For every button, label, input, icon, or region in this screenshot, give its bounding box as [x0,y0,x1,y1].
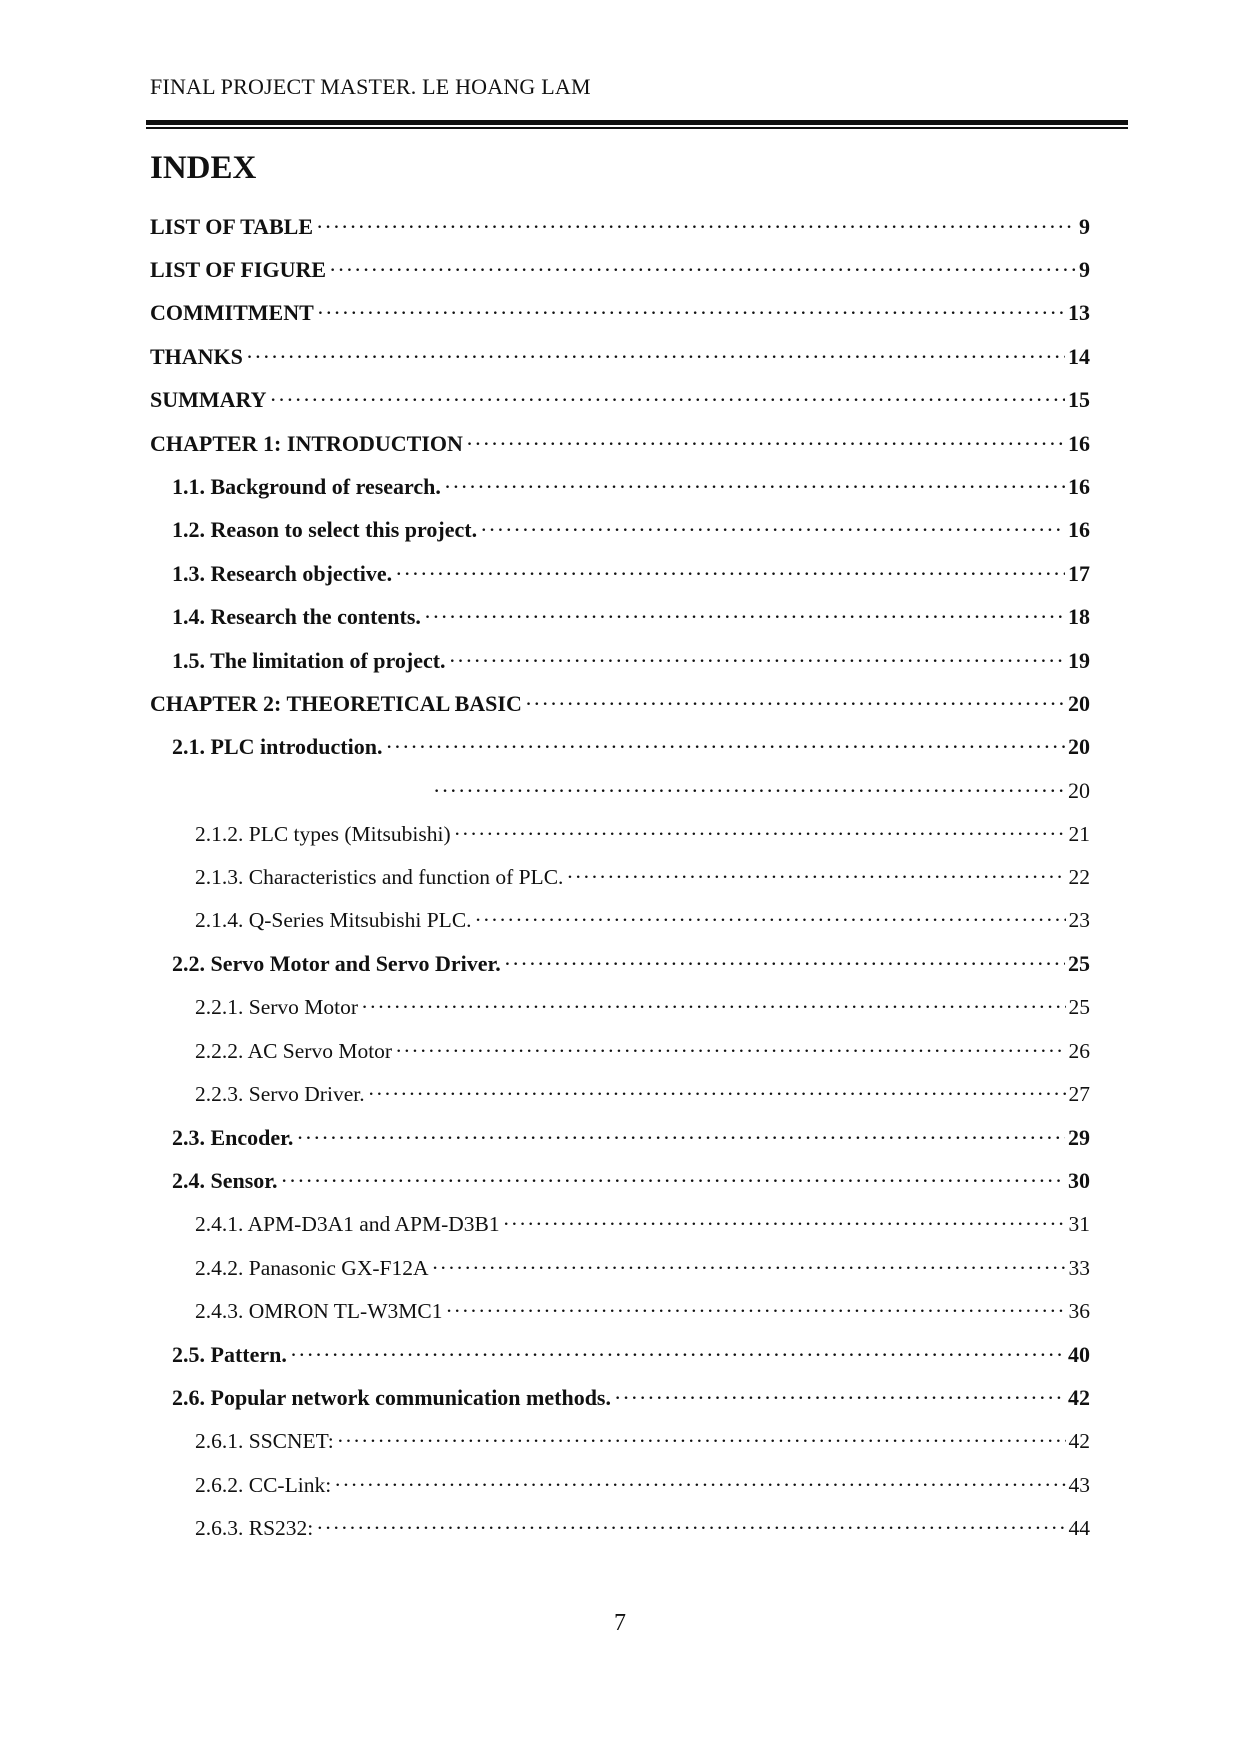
toc-entry[interactable] [150,1160,1090,1203]
toc-entry[interactable] [150,596,1090,639]
table-of-contents [150,205,1090,1550]
toc-entry-label: LIST OF FIGURE [150,257,327,283]
toc-entry[interactable] [150,1029,1090,1072]
toc-entry-page: 13 [1068,300,1090,326]
header-rule-thick [146,120,1128,125]
toc-entry[interactable] [150,1203,1090,1246]
toc-entry-page: 27 [1068,1082,1090,1106]
toc-dot-leader [504,951,1065,977]
toc-entry-page: 21 [1068,821,1090,846]
toc-dot-leader [334,1473,1065,1498]
toc-entry-page: 40 [1068,1341,1090,1367]
toc-dot-leader [433,778,1065,804]
toc-dot-leader [246,344,1065,370]
toc-entry-page: 26 [1068,1038,1090,1063]
toc-dot-leader [480,517,1065,543]
toc-dot-leader [566,865,1065,890]
toc-entry[interactable] [150,509,1090,552]
toc-entry-page: 18 [1068,604,1090,630]
toc-dot-leader [270,387,1065,413]
toc-entry-page: 14 [1068,343,1090,369]
toc-entry-label: 1.5. The limitation of project. [172,647,446,673]
toc-dot-leader [424,604,1065,630]
running-header: FINAL PROJECT MASTER. LE HOANG LAM [150,74,591,99]
toc-entry-label: 2.1.3. Characteristics and function of PLC. [195,865,564,890]
toc-dot-leader [316,214,1076,240]
toc-dot-leader [316,1516,1065,1541]
toc-entry[interactable] [150,812,1090,855]
toc-entry-label: 1.2. Reason to select this project. [172,517,478,543]
toc-dot-leader [454,822,1066,847]
toc-entry-label: 2.2.2. AC Servo Motor [195,1038,393,1063]
toc-entry[interactable] [150,1290,1090,1333]
toc-entry-page: 25 [1068,995,1090,1020]
toc-entry-page: 19 [1068,647,1090,673]
toc-entry-page: 43 [1068,1472,1090,1497]
toc-entry-label: 1.1. Background of research. [172,474,441,500]
toc-entry[interactable] [150,205,1090,248]
toc-entry-label: 2.4. Sensor. [172,1168,278,1194]
toc-entry[interactable] [150,292,1090,335]
toc-entry[interactable] [150,986,1090,1029]
toc-entry-page: 42 [1068,1385,1090,1411]
toc-dot-leader [368,1082,1066,1107]
toc-entry-page: 33 [1068,1255,1090,1280]
toc-dot-leader [466,431,1065,457]
toc-entry-page: 30 [1068,1168,1090,1194]
toc-entry-page: 22 [1068,865,1090,890]
toc-entry[interactable] [150,1463,1090,1506]
toc-entry-page: 20 [1068,690,1090,716]
toc-dot-leader [395,1039,1065,1064]
toc-entry-label: 2.3. Encoder. [172,1124,294,1150]
toc-entry[interactable] [150,899,1090,942]
toc-entry[interactable] [150,379,1090,422]
toc-entry[interactable] [150,465,1090,508]
toc-entry-label: 2.6.3. RS232: [195,1515,314,1540]
toc-entry-label: COMMITMENT [150,300,314,326]
toc-entry[interactable] [150,1507,1090,1550]
toc-entry-label: 1.4. Research the contents. [172,604,421,630]
toc-entry-label: 2.4.3. OMRON TL-W3MC1 [195,1298,443,1323]
toc-entry[interactable] [150,1377,1090,1420]
toc-entry-page: 9 [1079,257,1090,283]
toc-entry-label: 2.2.3. Servo Driver. [195,1082,365,1106]
toc-entry[interactable] [150,552,1090,595]
toc-entry[interactable] [150,422,1090,465]
toc-entry[interactable] [150,726,1090,769]
index-heading: INDEX [150,150,257,186]
toc-dot-leader [281,1168,1065,1194]
toc-entry[interactable] [150,1073,1090,1116]
toc-entry-label: CHAPTER 1: INTRODUCTION [150,430,463,456]
toc-dot-leader [361,995,1065,1020]
toc-dot-leader [445,1299,1065,1324]
toc-entry-label: 2.1. PLC introduction. [172,734,383,760]
toc-dot-leader [290,1342,1065,1368]
toc-dot-leader [503,1212,1066,1237]
toc-entry-page: 20 [1068,777,1090,803]
toc-entry-page: 17 [1068,560,1090,586]
header-rule-thin [146,127,1128,129]
toc-entry-page: 9 [1079,213,1090,239]
toc-entry[interactable] [150,639,1090,682]
page-number: 7 [614,1610,626,1636]
toc-entry-page: 42 [1068,1429,1090,1454]
toc-entry-page: 44 [1068,1515,1090,1540]
toc-dot-leader [329,257,1076,283]
toc-dot-leader [449,648,1065,674]
toc-entry[interactable] [150,682,1090,725]
toc-entry[interactable] [150,248,1090,291]
header-rule [146,118,1128,130]
toc-entry-page: 16 [1068,474,1090,500]
toc-entry[interactable] [150,335,1090,378]
toc-entry[interactable] [150,769,1090,812]
toc-entry-label: 2.4.1. APM-D3A1 and APM-D3B1 [195,1212,500,1237]
toc-entry-label: 2.2. Servo Motor and Servo Driver. [172,951,501,977]
toc-entry-label: 2.6. Popular network communication methods. [172,1385,611,1411]
toc-entry-label: 2.6.2. CC-Link: [195,1472,332,1497]
toc-entry-page: 31 [1068,1212,1090,1237]
toc-entry-label: 2.5. Pattern. [172,1341,287,1367]
toc-entry[interactable] [150,1420,1090,1463]
toc-dot-leader [444,474,1065,500]
toc-dot-leader [525,691,1065,717]
toc-entry[interactable] [150,1116,1090,1159]
toc-entry-page: 36 [1068,1298,1090,1323]
toc-entry[interactable] [150,856,1090,899]
toc-entry-label: 2.1.4. Q-Series Mitsubishi PLC. [195,908,472,933]
toc-entry-page: 15 [1068,387,1090,413]
toc-dot-leader [385,734,1065,760]
toc-entry[interactable] [150,943,1090,986]
toc-entry-page: 23 [1068,908,1090,933]
toc-entry-page: 20 [1068,734,1090,760]
toc-entry[interactable] [150,1333,1090,1376]
toc-entry-label: CHAPTER 2: THEORETICAL BASIC [150,690,522,716]
toc-dot-leader [395,561,1065,587]
toc-entry-page: 29 [1068,1124,1090,1150]
toc-entry-label: 2.6.1. SSCNET: [195,1429,334,1454]
toc-entry-page: 25 [1068,951,1090,977]
toc-entry[interactable] [150,1246,1090,1289]
toc-entry-page: 16 [1068,517,1090,543]
toc-entry-label: 2.4.2. Panasonic GX-F12A [195,1255,429,1280]
toc-entry-label: LIST OF TABLE [150,213,314,239]
toc-entry-label: SUMMARY [150,387,267,413]
toc-dot-leader [475,908,1066,933]
toc-dot-leader [337,1429,1066,1454]
toc-dot-leader [317,300,1065,326]
toc-entry-page: 16 [1068,430,1090,456]
toc-entry-label: 1.3. Research objective. [172,560,393,586]
toc-dot-leader [432,1256,1066,1281]
toc-dot-leader [614,1385,1065,1411]
toc-dot-leader [296,1125,1065,1151]
toc-entry-label: THANKS [150,343,243,369]
toc-entry-label: 2.2.1. Servo Motor [195,995,359,1020]
toc-entry-label: 2.1.2. PLC types (Mitsubishi) [195,821,451,846]
